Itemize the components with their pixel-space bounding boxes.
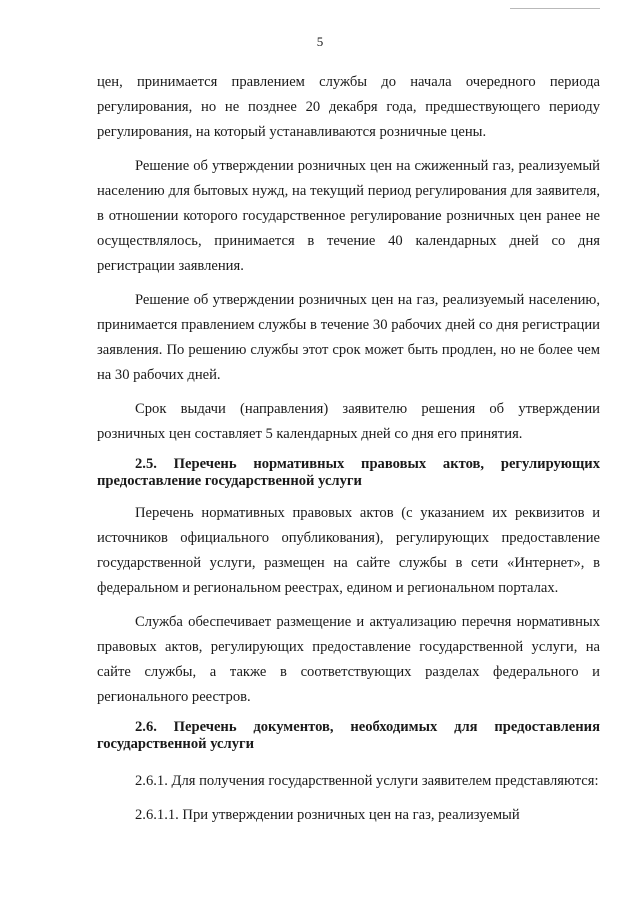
page-number: 5	[316, 34, 324, 49]
paragraph-liquefied-gas-decision: Решение об утверждении розничных цен на сжиженный газ, реализуемый населению для бытовых нужд, на текущий период регулирования для заявителя, в отношении которого государственное регулирование розничных цен ранее не осуществлялось, принимается в течение 40 календарных дней со дня регистрации заявления.	[97, 158, 600, 274]
scan-edge-mark	[510, 0, 600, 9]
section-heading-2-6: 2.6. Перечень документов, необходимых для предоставления государственной услуги	[97, 719, 600, 752]
paragraph-2-6-1: 2.6.1. Для получения государственной услуги заявителем представляются:	[135, 773, 599, 789]
paragraph-continuation: цен, принимается правлением службы до начала очередного периода регулирования, но не позднее 20 декабря года, предшествующего периоду регулирования, на который устанавливаются розничные цены.	[97, 74, 600, 140]
paragraph-service-updates: Служба обеспечивает размещение и актуализацию перечня нормативных правовых актов, регулирующих предоставление государственной услуги, на сайте службы, а также в соответствующих разделах федерального и регионального реестров.	[97, 614, 600, 705]
paragraph-2-6-1-1: 2.6.1.1. При утверждении розничных цен на газ, реализуемый	[135, 807, 520, 823]
document-body	[97, 70, 600, 837]
paragraph-gas-decision: Решение об утверждении розничных цен на газ, реализуемый населению, принимается правлением службы в течение 30 рабочих дней со дня регистрации заявления. По решению службы этот срок может быть продлен, но не более чем на 30 рабочих дней.	[97, 292, 600, 383]
paragraph-legal-acts-list: Перечень нормативных правовых актов (с указанием их реквизитов и источников официального опубликования), регулирующих предоставление государственной услуги, размещен на сайте службы в сети «Интернет», в федеральном и региональном реестрах, едином и региональном порталах.	[97, 505, 600, 596]
section-heading-2-5: 2.5. Перечень нормативных правовых актов, регулирующих предоставление государственной услуги	[97, 456, 600, 489]
paragraph-issue-term: Срок выдачи (направления) заявителю решения об утверждении розничных цен составляет 5 календарных дней со дня его принятия.	[97, 401, 600, 442]
